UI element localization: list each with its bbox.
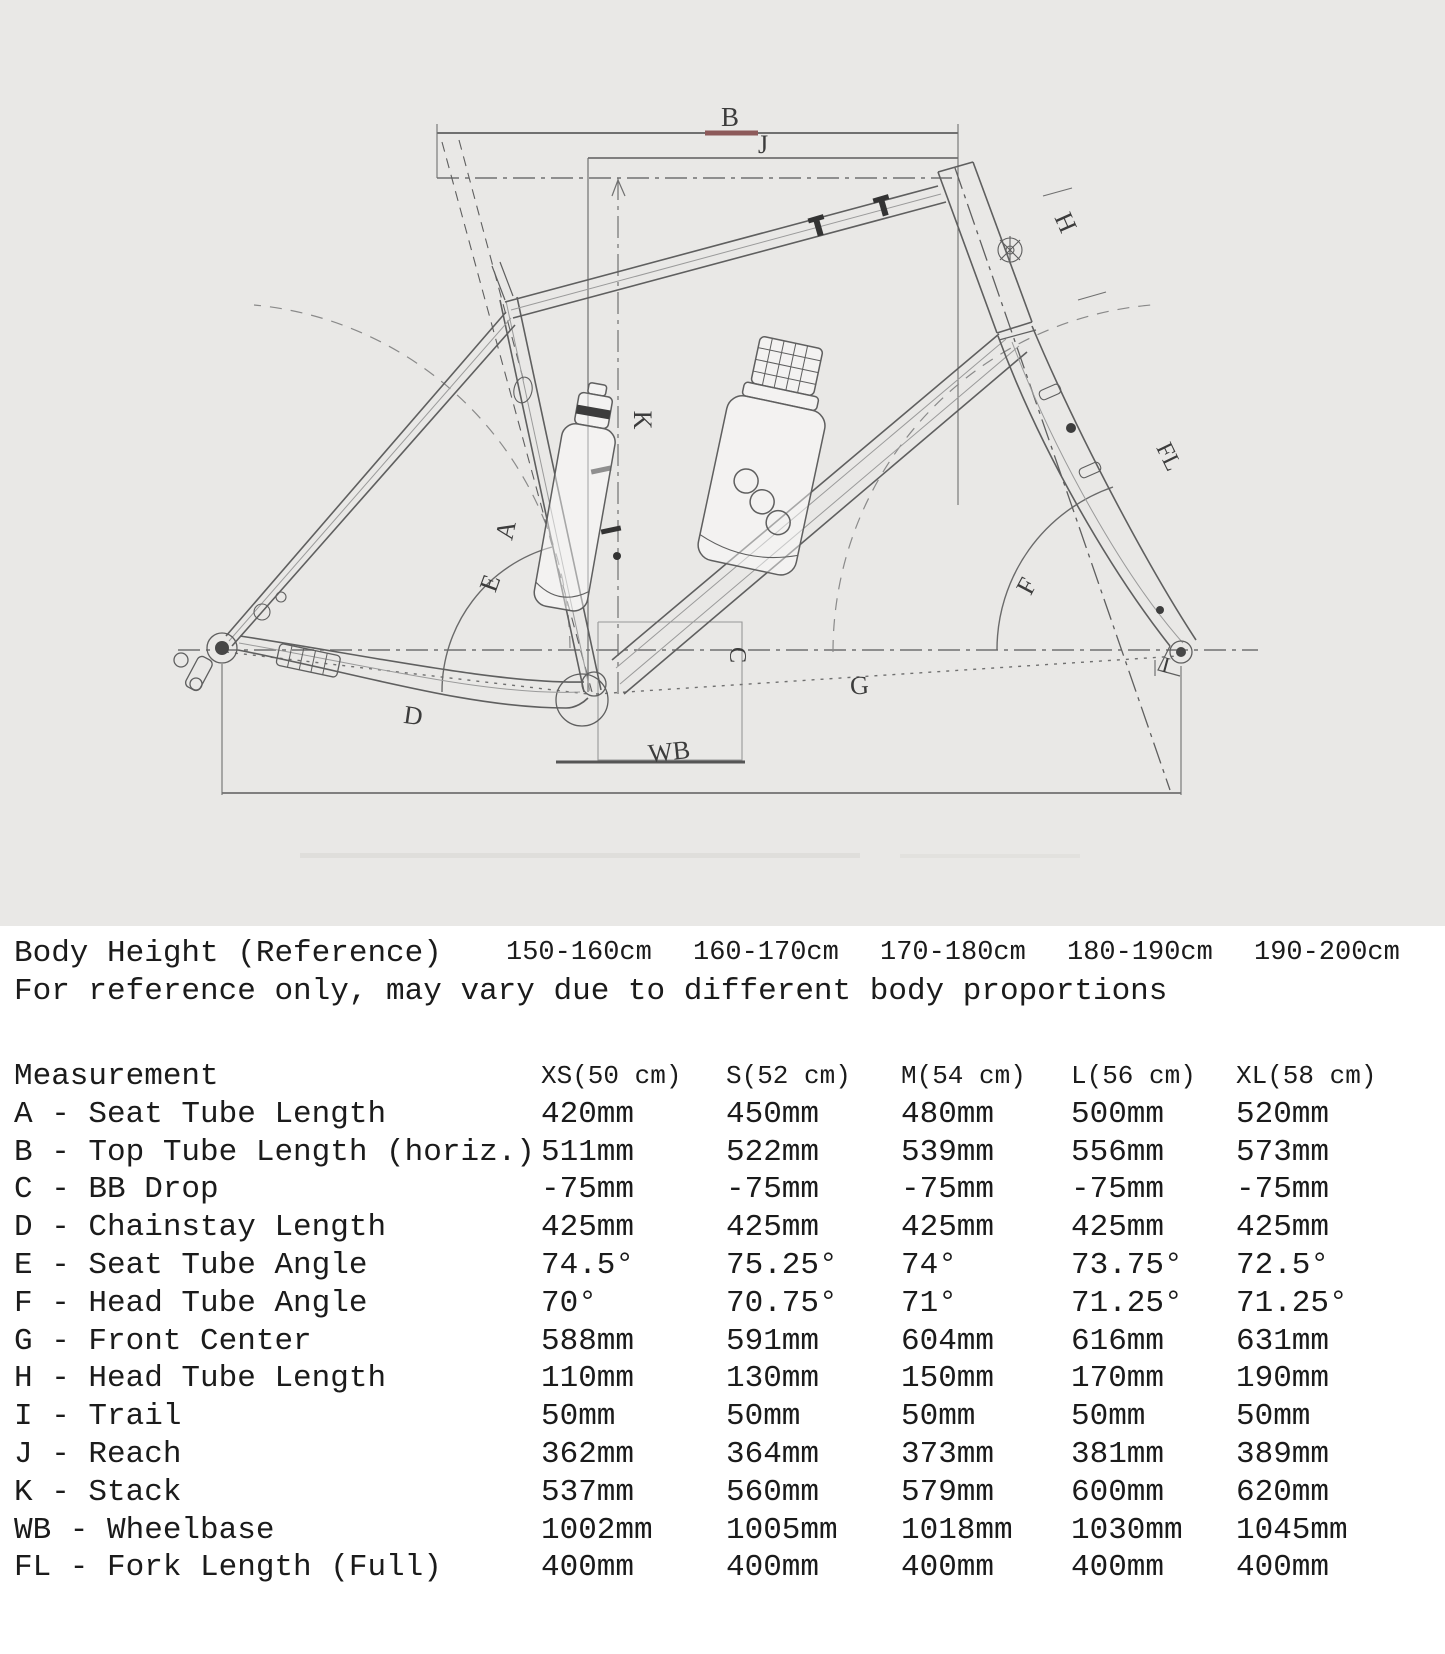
cell: 130mm [726, 1361, 820, 1397]
table-row [14, 1474, 1445, 1512]
cell: -75mm [1236, 1172, 1330, 1208]
body-height-range: 180-190cm [1067, 938, 1213, 968]
cell: 400mm [1236, 1550, 1330, 1586]
cell: 588mm [541, 1323, 635, 1359]
cell: 50mm [1236, 1399, 1311, 1435]
table-row [14, 1096, 1445, 1134]
cell: 50mm [541, 1399, 616, 1435]
cell: 400mm [901, 1550, 995, 1586]
row-label: K - Stack [14, 1474, 182, 1510]
cell: 389mm [1236, 1436, 1330, 1472]
cell: 400mm [1071, 1550, 1165, 1586]
cell: 400mm [726, 1550, 820, 1586]
cell: -75mm [901, 1172, 995, 1208]
cell: 70° [541, 1285, 597, 1321]
ground-smudge-2 [900, 854, 1080, 858]
size-header-xl: XL(58 cm) [1236, 1061, 1377, 1091]
cell: 170mm [1071, 1361, 1165, 1397]
dim-label-e: E [473, 570, 507, 596]
cell: 631mm [1236, 1323, 1330, 1359]
cell: 511mm [541, 1134, 635, 1170]
table-row [14, 1209, 1445, 1247]
cell: 1005mm [726, 1512, 838, 1548]
cell: 425mm [541, 1210, 635, 1246]
table-row [14, 1360, 1445, 1398]
row-label: E - Seat Tube Angle [14, 1247, 368, 1283]
body-height-range: 160-170cm [693, 938, 839, 968]
cell: 72.5° [1236, 1247, 1330, 1283]
cell: 71.25° [1236, 1285, 1348, 1321]
cell: 591mm [726, 1323, 820, 1359]
cell: 600mm [1071, 1474, 1165, 1510]
cell: 616mm [1071, 1323, 1165, 1359]
cell: 604mm [901, 1323, 995, 1359]
cell: 539mm [901, 1134, 995, 1170]
row-label: F - Head Tube Angle [14, 1285, 368, 1321]
cell: -75mm [541, 1172, 635, 1208]
geometry-table [14, 1058, 1445, 1587]
cell: 190mm [1236, 1361, 1330, 1397]
cell: 579mm [901, 1474, 995, 1510]
cell: 150mm [901, 1361, 995, 1397]
body-height-range: 190-200cm [1254, 938, 1400, 968]
cell: 522mm [726, 1134, 820, 1170]
cell: 520mm [1236, 1096, 1330, 1132]
table-row [14, 1323, 1445, 1361]
row-label: H - Head Tube Length [14, 1361, 387, 1397]
dim-label-fl: FL [1150, 438, 1187, 476]
measurement-header: Measurement [14, 1059, 219, 1094]
row-label: FL - Fork Length (Full) [14, 1550, 442, 1586]
cell: 71.25° [1071, 1285, 1183, 1321]
cell: -75mm [726, 1172, 820, 1208]
cell: 1045mm [1236, 1512, 1348, 1548]
cell: 381mm [1071, 1436, 1165, 1472]
cell: 480mm [901, 1096, 995, 1132]
cell: 50mm [1071, 1399, 1146, 1435]
dim-label-k: K [628, 410, 657, 430]
table-row [14, 1512, 1445, 1550]
size-header-m: M(54 cm) [901, 1061, 1026, 1091]
row-label: C - BB Drop [14, 1172, 219, 1208]
table-row [14, 1134, 1445, 1172]
dim-label-f: F [1010, 572, 1043, 600]
cell: 1002mm [541, 1512, 653, 1548]
row-label: G - Front Center [14, 1323, 312, 1359]
size-header-l: L(56 cm) [1071, 1061, 1196, 1091]
cell: 75.25° [726, 1247, 838, 1283]
cell: 537mm [541, 1474, 635, 1510]
table-row [14, 1285, 1445, 1323]
dim-label-j: J [757, 130, 769, 159]
cell: 362mm [541, 1436, 635, 1472]
dim-label-g: G [849, 670, 870, 701]
table-row [14, 1398, 1445, 1436]
dim-label-b: B [720, 102, 740, 132]
cell: -75mm [1071, 1172, 1165, 1208]
cell: 400mm [541, 1550, 635, 1586]
dim-label-a: A [489, 518, 522, 543]
cell: 50mm [726, 1399, 801, 1435]
cell: 74° [901, 1247, 957, 1283]
body-height-range: 150-160cm [506, 938, 652, 968]
size-header-s: S(52 cm) [726, 1061, 851, 1091]
table-row [14, 1436, 1445, 1474]
row-label: WB - Wheelbase [14, 1512, 275, 1548]
cell: 425mm [1236, 1210, 1330, 1246]
body-height-label: Body Height (Reference) [14, 936, 442, 971]
cell: 620mm [1236, 1474, 1330, 1510]
cell: 71° [901, 1285, 957, 1321]
dim-label-wb: WB [646, 734, 692, 769]
dim-label-d: D [401, 699, 425, 732]
cell: 420mm [541, 1096, 635, 1132]
size-header-xs: XS(50 cm) [541, 1061, 682, 1091]
cell: 450mm [726, 1096, 820, 1132]
cell: 425mm [901, 1210, 995, 1246]
cell: 425mm [726, 1210, 820, 1246]
dim-label-h: H [1048, 208, 1083, 238]
spec-sheet [0, 926, 1445, 1587]
row-label: J - Reach [14, 1436, 182, 1472]
body-height-note: For reference only, may vary due to different body proportions [14, 974, 1168, 1009]
body-height-row [14, 934, 1445, 973]
cell: 50mm [901, 1399, 976, 1435]
body-height-range: 170-180cm [880, 938, 1026, 968]
row-label: D - Chainstay Length [14, 1210, 387, 1246]
table-row [14, 1171, 1445, 1209]
cell: 74.5° [541, 1247, 635, 1283]
cell: 500mm [1071, 1096, 1165, 1132]
cell: 73.75° [1071, 1247, 1183, 1283]
ground-smudge [300, 853, 860, 858]
cell: 556mm [1071, 1134, 1165, 1170]
cell: 560mm [726, 1474, 820, 1510]
cell: 373mm [901, 1436, 995, 1472]
cell: 1018mm [901, 1512, 1013, 1548]
cell: 110mm [541, 1361, 635, 1397]
table-header-row [14, 1058, 1445, 1096]
cell: 364mm [726, 1436, 820, 1472]
cell: 1030mm [1071, 1512, 1183, 1548]
row-label: B - Top Tube Length (horiz.) [14, 1134, 535, 1170]
dim-label-c: C [724, 646, 750, 664]
dim-label-i: I [1159, 651, 1173, 678]
cell: 425mm [1071, 1210, 1165, 1246]
row-label: A - Seat Tube Length [14, 1096, 387, 1132]
row-label: I - Trail [14, 1399, 182, 1435]
cell: 573mm [1236, 1134, 1330, 1170]
table-row [14, 1247, 1445, 1285]
cell: 70.75° [726, 1285, 838, 1321]
table-row [14, 1549, 1445, 1587]
